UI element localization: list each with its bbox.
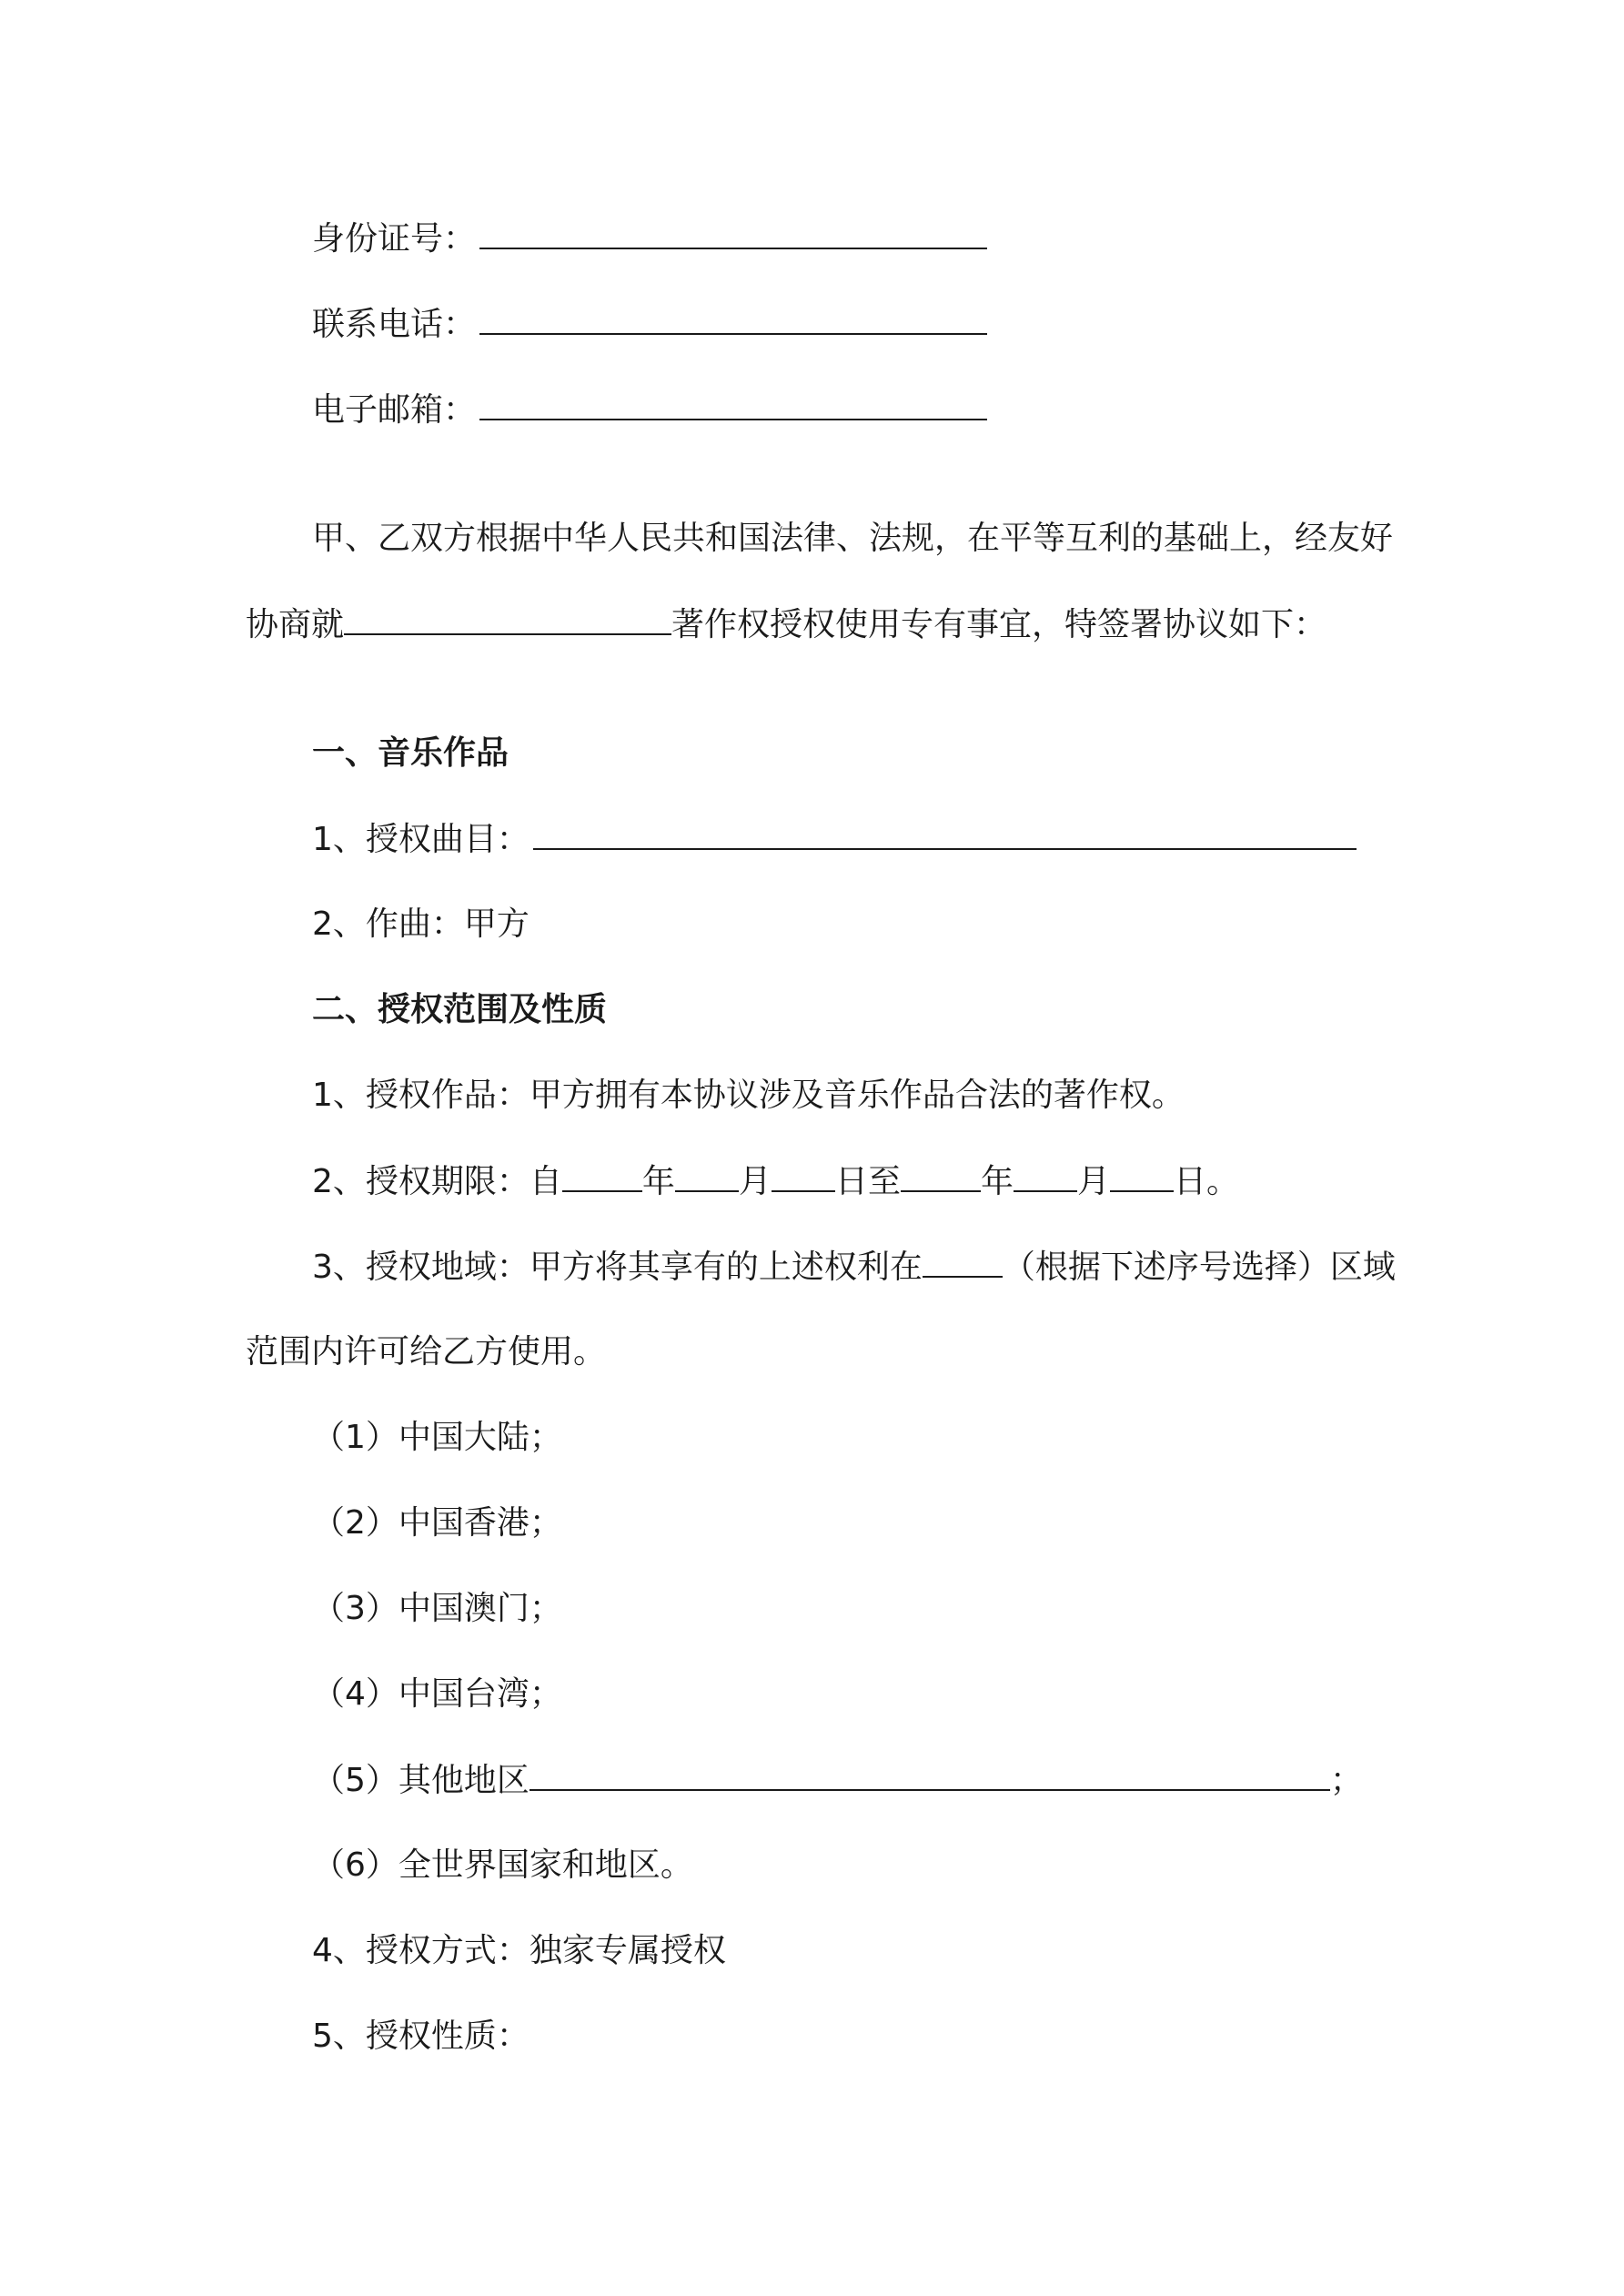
intro-prefix: 协商就 [246, 606, 345, 643]
licensed-work-row: 1、授权作品：甲方拥有本协议涉及音乐作品合法的著作权。 [312, 1077, 1185, 1114]
license-method-row: 4、授权方式：独家专属授权 [312, 1932, 726, 1969]
region-choice-blank[interactable] [923, 1245, 1003, 1278]
license-term-row [312, 1159, 1239, 1204]
section1-heading: 一、音乐作品 [312, 734, 509, 772]
id-number-row [312, 217, 987, 261]
region-option-1: （1）中国大陆； [312, 1419, 562, 1456]
licensed-track-blank[interactable] [533, 817, 1357, 850]
region-option-2: （2）中国香港； [312, 1504, 562, 1542]
end-day-blank[interactable] [1110, 1159, 1174, 1192]
month-label: 月 [738, 1163, 772, 1200]
day-to-label: 日至 [834, 1163, 901, 1200]
composer-row: 2、作曲：甲方 [312, 905, 530, 943]
day-label-2: 日。 [1173, 1163, 1239, 1200]
region-option-3: （3）中国澳门； [312, 1590, 562, 1627]
license-region-row [312, 1245, 1396, 1290]
email-label: 电子邮箱： [312, 391, 477, 429]
phone-blank[interactable] [479, 302, 987, 335]
region-option-5 [312, 1758, 1363, 1803]
id-number-label: 身份证号： [312, 220, 477, 258]
other-region-blank[interactable] [530, 1758, 1330, 1791]
intro-line-2 [246, 602, 1326, 647]
phone-label: 联系电话： [312, 306, 477, 343]
region-option-5-end: ； [1329, 1762, 1363, 1799]
section2-heading: 二、授权范围及性质 [312, 991, 608, 1028]
email-row [312, 388, 987, 432]
start-month-blank[interactable] [675, 1159, 739, 1192]
work-name-blank[interactable] [344, 602, 671, 635]
email-blank[interactable] [479, 388, 987, 420]
intro-line-1: 甲、乙双方根据中华人民共和国法律、法规，在平等互利的基础上，经友好 [312, 520, 1394, 557]
region-line-2: 范围内许可给乙方使用。 [246, 1333, 607, 1371]
year-label: 年 [641, 1163, 675, 1200]
region-option-4: （4）中国台湾； [312, 1675, 562, 1713]
license-nature-row: 5、授权性质： [312, 2018, 530, 2055]
licensed-track-label: 1、授权曲目： [312, 821, 530, 858]
region-suffix: （根据下述序号选择）区域 [1002, 1249, 1396, 1286]
term-prefix: 2、授权期限：自 [312, 1163, 562, 1200]
start-year-blank[interactable] [562, 1159, 642, 1192]
end-month-blank[interactable] [1014, 1159, 1077, 1192]
end-year-blank[interactable] [901, 1159, 981, 1192]
month-label-2: 月 [1076, 1163, 1110, 1200]
licensed-track-row [312, 817, 1357, 862]
id-number-blank[interactable] [479, 217, 987, 249]
start-day-blank[interactable] [772, 1159, 835, 1192]
region-option-6: （6）全世界国家和地区。 [312, 1846, 693, 1884]
year-label-2: 年 [980, 1163, 1014, 1200]
phone-row [312, 302, 987, 347]
region-prefix: 3、授权地域：甲方将其享有的上述权利在 [312, 1249, 923, 1286]
intro-suffix: 著作权授权使用专有事宜，特签署协议如下： [671, 606, 1327, 643]
region-option-5-label: （5）其他地区 [312, 1762, 530, 1799]
